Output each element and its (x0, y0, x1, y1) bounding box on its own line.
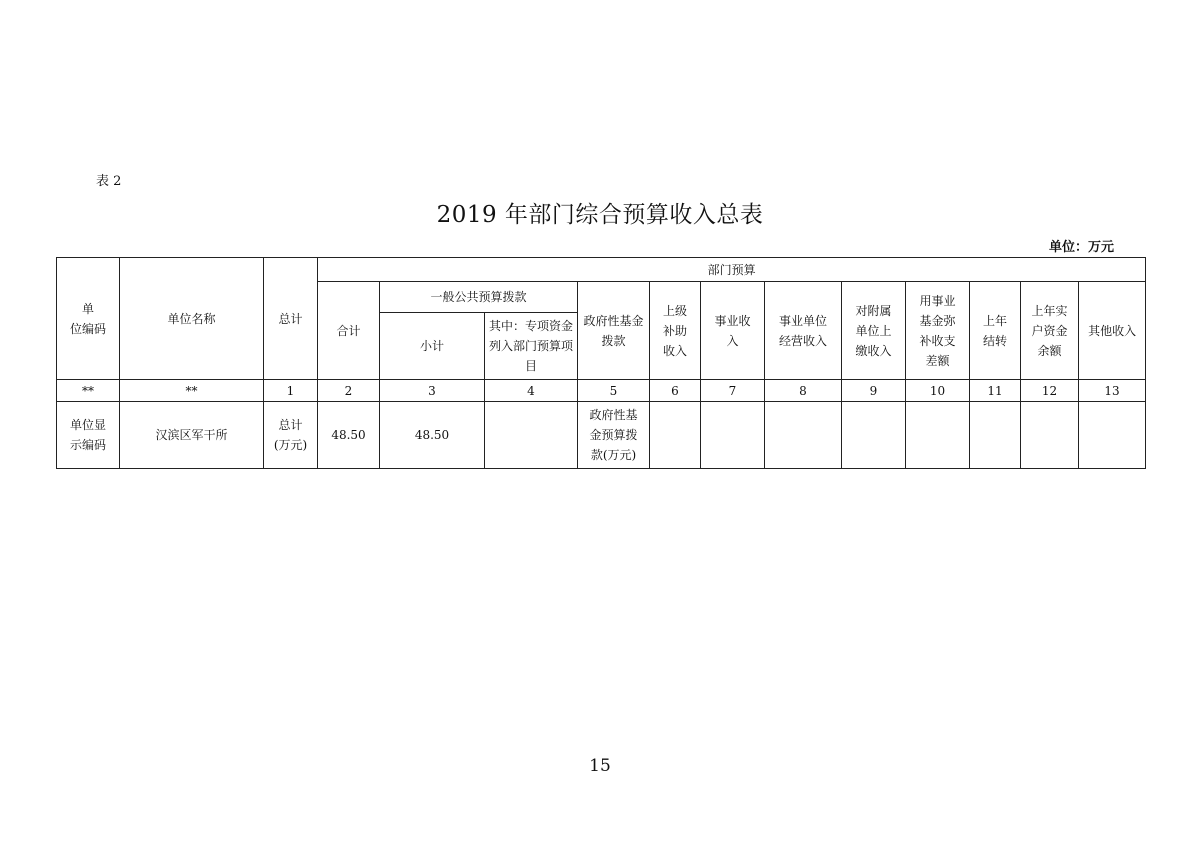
index-cell: 12 (1021, 380, 1079, 402)
table-label: 表 2 (96, 174, 122, 189)
data-cell (842, 402, 906, 469)
document-title: 2019 年部门综合预算收入总表 (436, 202, 764, 228)
header-affiliated-income: 对附属 单位上 缴收入 (842, 282, 906, 380)
header-business-unit-income: 事业单位 经营收入 (765, 282, 842, 380)
data-cell: 48.50 (318, 402, 380, 469)
data-cell (765, 402, 842, 469)
index-cell: 3 (380, 380, 485, 402)
header-gp-subtotal: 小计 (380, 313, 485, 380)
data-cell: 汉滨区军干所 (120, 402, 264, 469)
index-cell: 6 (650, 380, 701, 402)
data-cell (485, 402, 578, 469)
index-cell: 8 (765, 380, 842, 402)
index-cell: ** (57, 380, 120, 402)
data-cell (1079, 402, 1146, 469)
header-other-income: 其他收入 (1079, 282, 1146, 380)
index-cell: 13 (1079, 380, 1146, 402)
header-business-income: 事业收 入 (701, 282, 765, 380)
index-cell: 2 (318, 380, 380, 402)
data-cell: 48.50 (380, 402, 485, 469)
header-general-public: 一般公共预算拨款 (380, 282, 578, 313)
data-cell (970, 402, 1021, 469)
index-cell: ** (120, 380, 264, 402)
index-cell: 5 (578, 380, 650, 402)
index-row (57, 380, 1146, 402)
page-number: 15 (589, 756, 611, 776)
index-cell: 11 (970, 380, 1021, 402)
header-carryover: 上年 结转 (970, 282, 1021, 380)
data-cell (701, 402, 765, 469)
header-superior-subsidy: 上级 补助 收入 (650, 282, 701, 380)
header-total: 总计 (264, 258, 318, 380)
header-account-balance: 上年实 户资金 余额 (1021, 282, 1079, 380)
index-cell: 9 (842, 380, 906, 402)
header-gp-special: 其中：专项资金列入部门预算项目 (485, 313, 578, 380)
unit-note: 单位：万元 (1048, 240, 1114, 255)
data-row (57, 402, 1146, 469)
index-cell: 1 (264, 380, 318, 402)
index-cell: 10 (906, 380, 970, 402)
header-row-1 (57, 258, 1146, 282)
data-cell (1021, 402, 1079, 469)
header-dept-budget: 部门预算 (318, 258, 1146, 282)
header-unit-name: 单位名称 (120, 258, 264, 380)
data-cell: 政府性基 金预算拨 款(万元) (578, 402, 650, 469)
header-subtotal-all: 合计 (318, 282, 380, 380)
data-cell: 单位显 示编码 (57, 402, 120, 469)
data-cell (906, 402, 970, 469)
index-cell: 7 (701, 380, 765, 402)
index-cell: 4 (485, 380, 578, 402)
header-unit-code: 单 位编码 (57, 258, 120, 380)
data-cell: 总计 (万元) (264, 402, 318, 469)
budget-income-table (56, 257, 1146, 469)
header-gov-fund: 政府性基金拨款 (578, 282, 650, 380)
data-cell (650, 402, 701, 469)
header-fund-balance: 用事业 基金弥 补收支 差额 (906, 282, 970, 380)
